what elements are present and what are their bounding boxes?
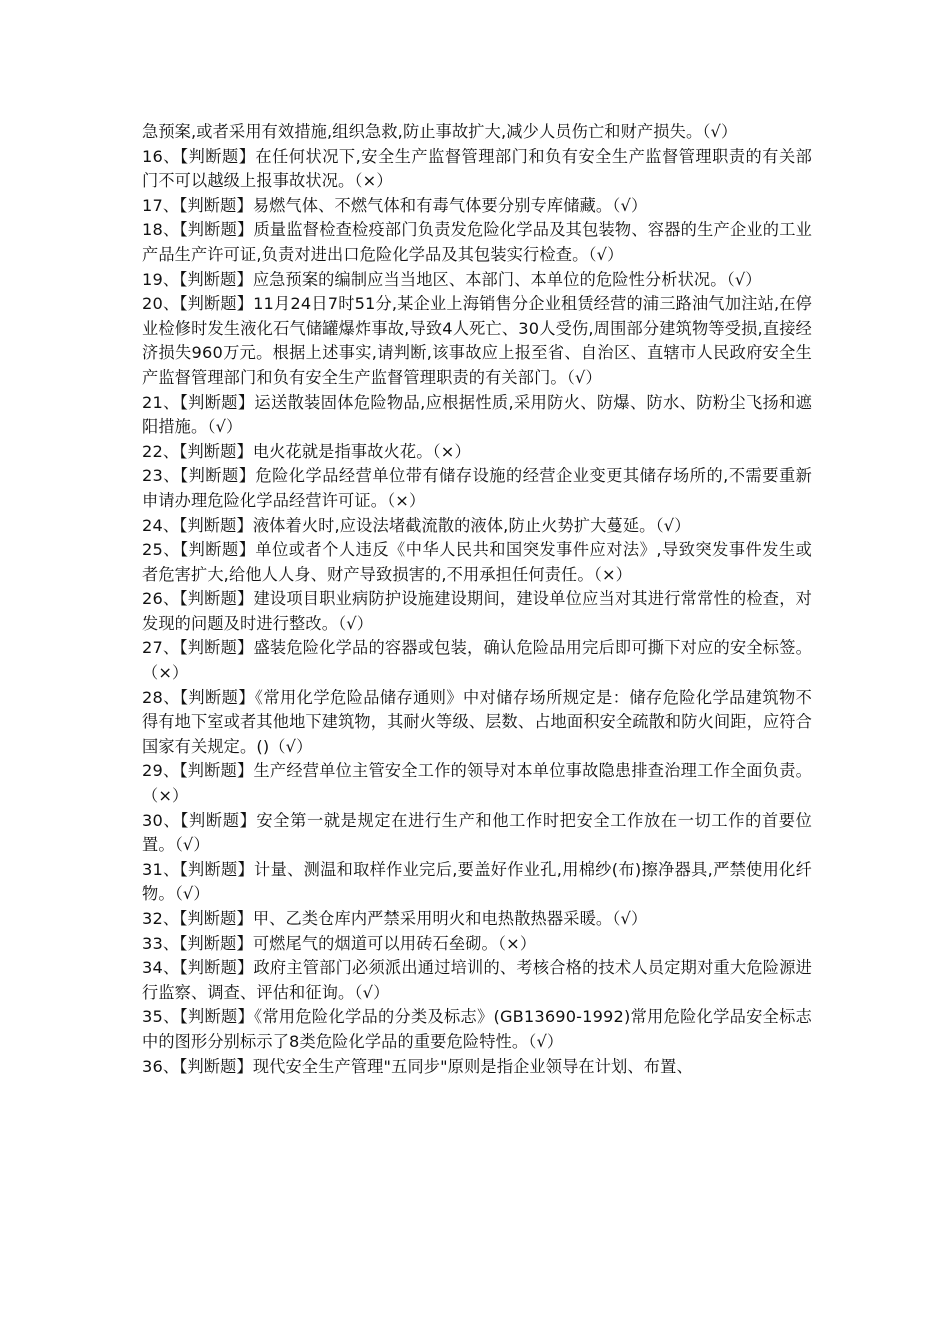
question-20: 20、【判断题】11月24日7时51分,某企业上海销售分企业租赁经营的浦三路油气加注站,在停业检修时发生液化石气储罐爆炸事故,导致4人死亡、30人受伤,周围部分建筑物等受损,直接经济损失960万元。根据上述事实,请判断,该事故应上报至省、自治区、直辖市人民政府安全生产监督管理部门和负有安全生产监督管理职责的有关部门。（√） xyxy=(142,294,812,387)
question-28: 28、【判断题】《常用化学危险品储存通则》中对储存场所规定是：储存危险化学品建筑物不得有地下室或者其他地下建筑物，其耐火等级、层数、占地面积安全疏散和防火间距，应符合国家有关规定。()（√） xyxy=(142,687,812,756)
question-34: 34、【判断题】政府主管部门必须派出通过培训的、考核合格的技术人员定期对重大危险源进行监察、调查、评估和征询。（√） xyxy=(142,958,812,1002)
question-24: 24、【判断题】液体着火时,应设法堵截流散的液体,防止火势扩大蔓延。（√） xyxy=(142,515,691,535)
question-33: 33、【判断题】可燃尾气的烟道可以用砖石垒砌。（×） xyxy=(142,933,537,953)
question-18: 18、【判断题】质量监督检查检疫部门负责发危险化学品及其包装物、容器的生产企业的工业产品生产许可证,负责对进出口危险化学品及其包装实行检查。（√） xyxy=(142,220,812,264)
question-21: 21、【判断题】运送散装固体危险物品,应根据性质,采用防火、防爆、防水、防粉尘飞扬和遮阳措施。（√） xyxy=(142,392,812,437)
paragraph-continuation-15: 急预案,或者采用有效措施,组织急救,防止事故扩大,减少人员伤亡和财产损失。（√） xyxy=(142,122,738,141)
question-32: 32、【判断题】甲、乙类仓库内严禁采用明火和电热散热器采暖。（√） xyxy=(142,909,648,928)
document-body xyxy=(142,120,812,1079)
question-22: 22、【判断题】电火花就是指事故火花。（×） xyxy=(142,441,471,461)
question-27: 27、【判断题】盛装危险化学品的容器或包装，确认危险品用完后即可撕下对应的安全标签。（×） xyxy=(142,638,812,683)
question-17: 17、【判断题】易燃气体、不燃气体和有毒气体要分别专库储藏。（√） xyxy=(142,195,648,215)
question-25: 25、【判断题】单位或者个人违反《中华人民共和国突发事件应对法》,导致突发事件发生或者危害扩大,给他人人身、财产导致损害的,不用承担任何责任。（×） xyxy=(142,540,812,584)
question-30: 30、【判断题】安全第一就是规定在进行生产和他工作时把安全工作放在一切工作的首要位置。（√） xyxy=(142,810,812,855)
question-23: 23、【判断题】危险化学品经营单位带有储存设施的经营企业变更其储存场所的,不需要重新申请办理危险化学品经营许可证。（×） xyxy=(142,466,812,510)
question-26: 26、【判断题】建设项目职业病防护设施建设期间，建设单位应当对其进行常常性的检查，对发现的问题及时进行整改。（√） xyxy=(142,589,812,633)
question-36: 36、【判断题】现代安全生产管理"五同步"原则是指企业领导在计划、布置、 xyxy=(142,1056,693,1076)
question-29: 29、【判断题】生产经营单位主管安全工作的领导对本单位事故隐患排查治理工作全面负责。（×） xyxy=(142,761,812,806)
question-16: 16、【判断题】在任何状况下,安全生产监督管理部门和负有安全生产监督管理职责的有关部门不可以越级上报事故状况。（×） xyxy=(142,146,812,191)
question-31: 31、【判断题】计量、测温和取样作业完后,要盖好作业孔,用棉纱(布)擦净器具,严禁使用化纤物。（√） xyxy=(142,859,812,904)
question-35: 35、【判断题】《常用危险化学品的分类及标志》(GB13690-1992)常用危险化学品安全标志中的图形分别标示了8类危险化学品的重要危险特性。（√） xyxy=(142,1007,812,1051)
question-19: 19、【判断题】应急预案的编制应当当地区、本部门、本单位的危险性分析状况。（√） xyxy=(142,269,762,289)
